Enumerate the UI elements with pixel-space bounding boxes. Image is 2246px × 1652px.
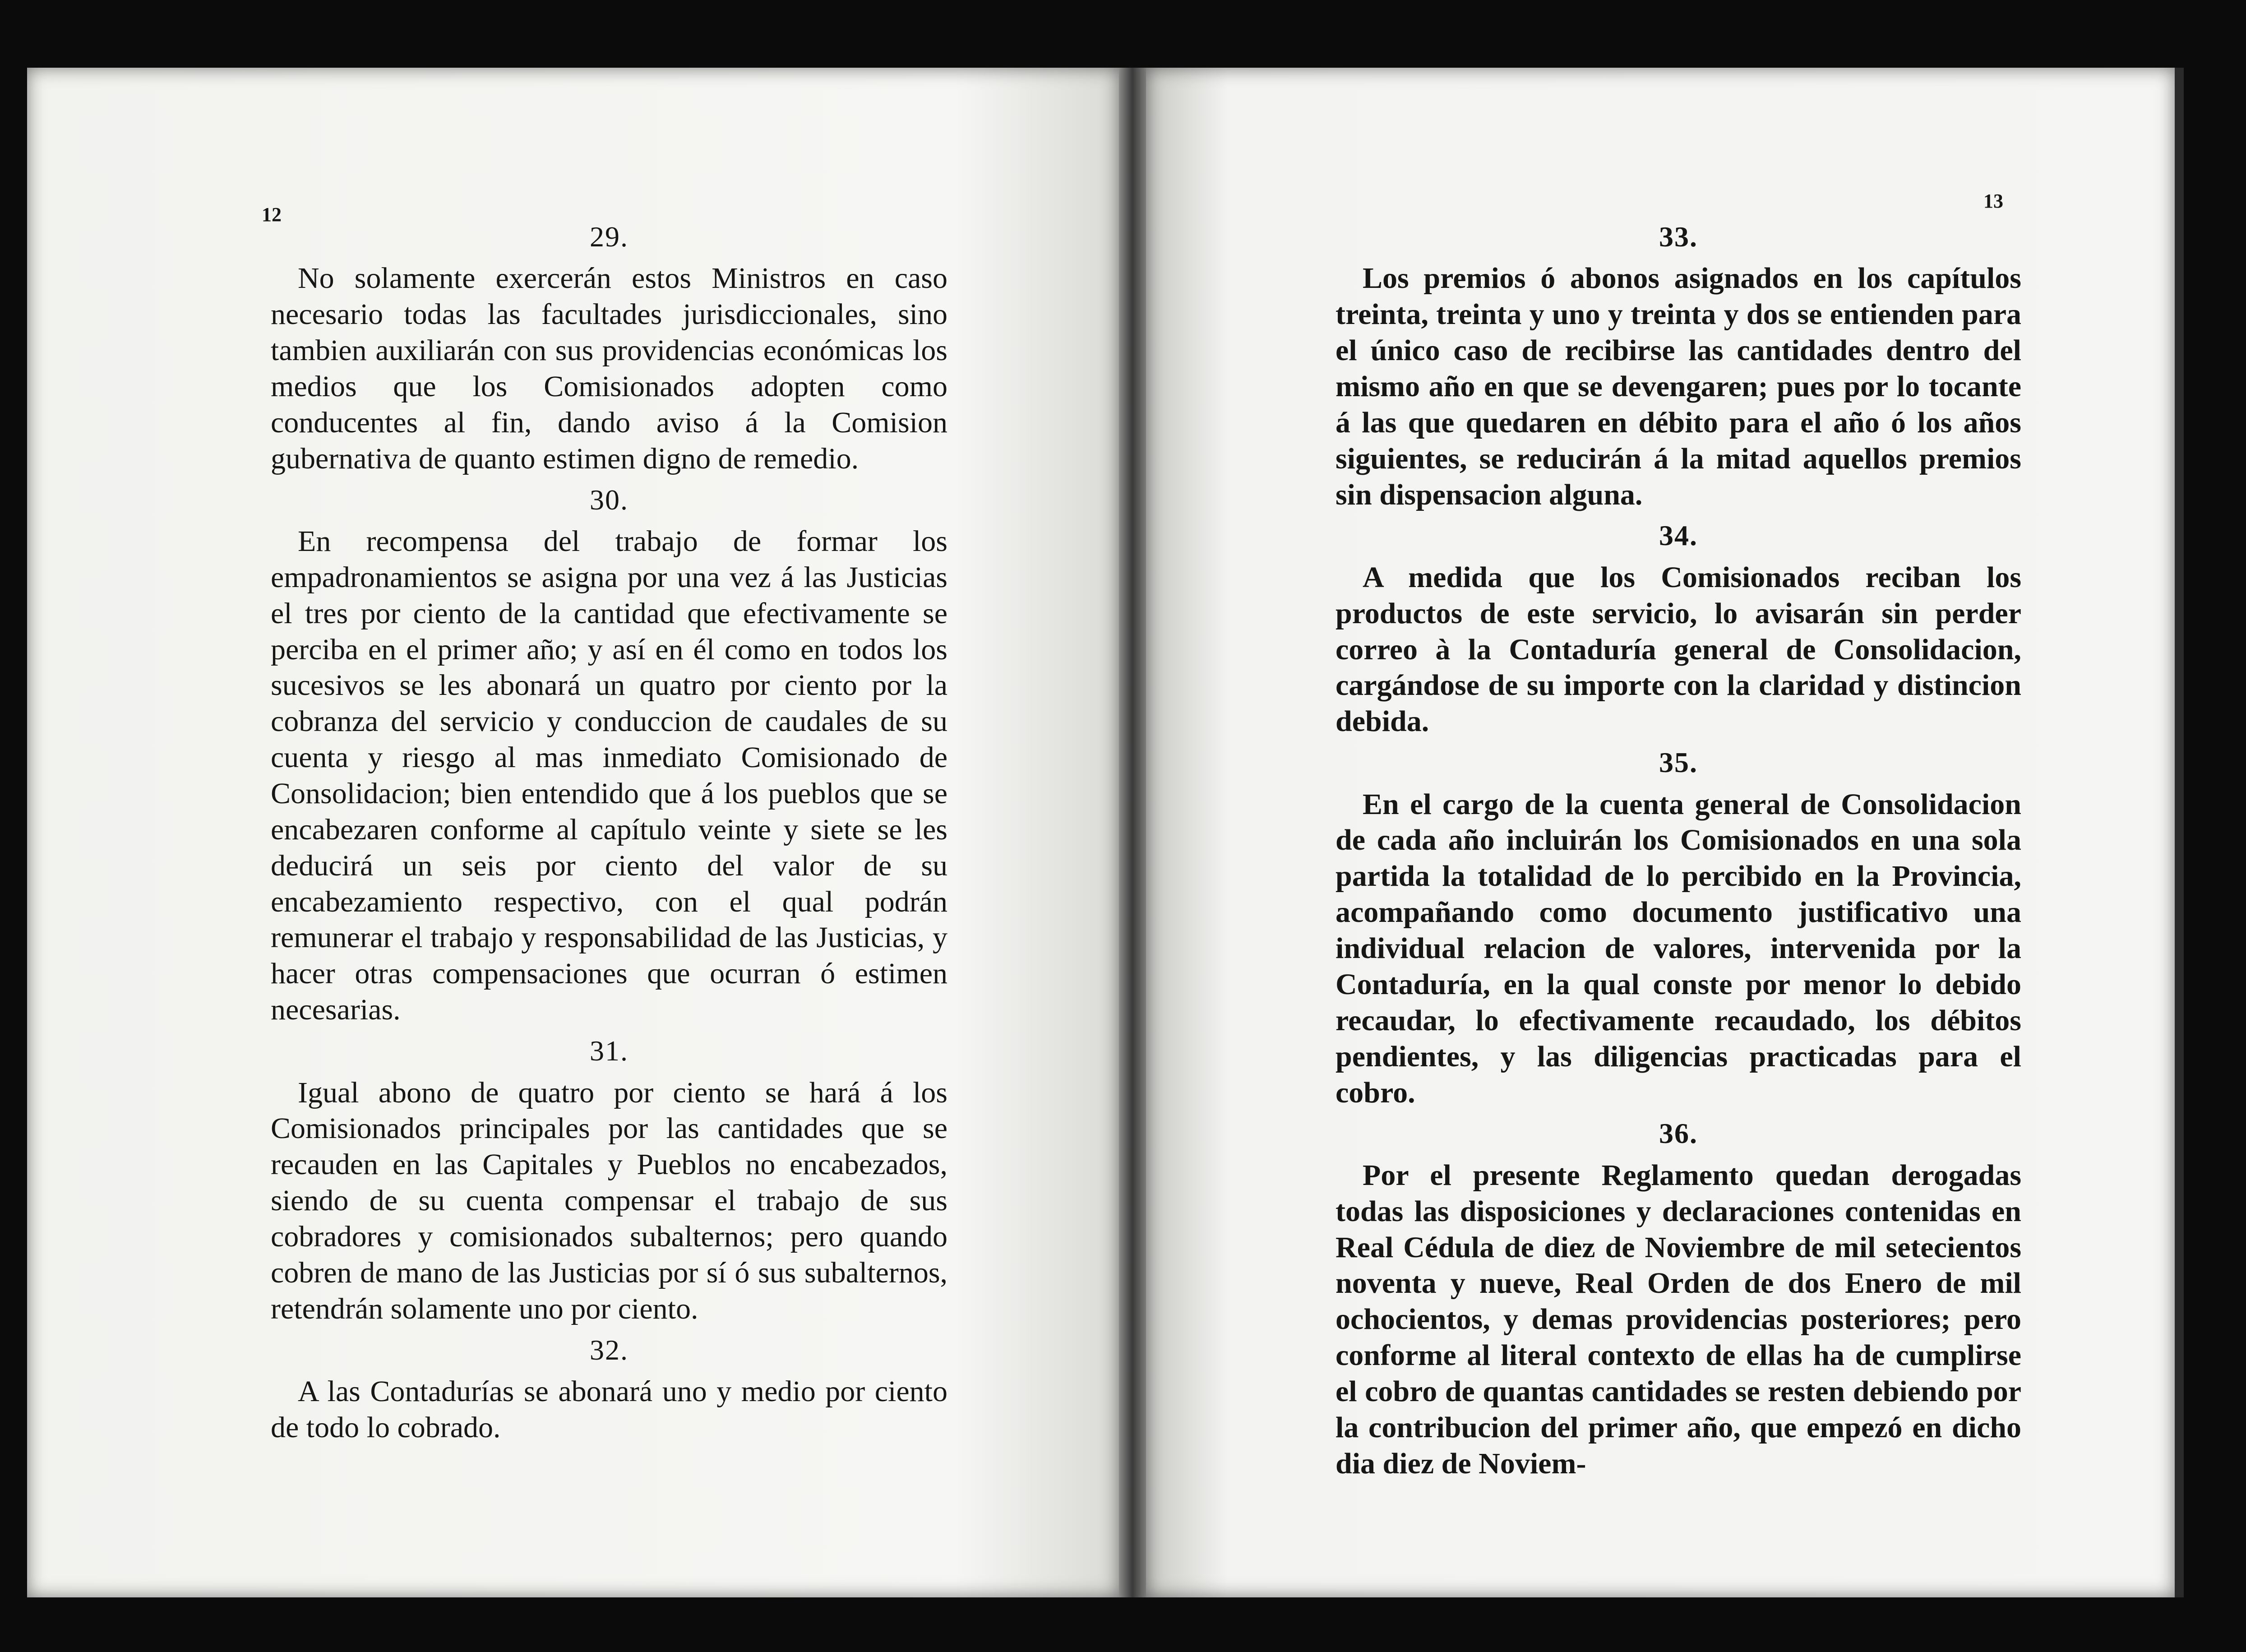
right-text-column [1336,217,2021,1487]
section-text: En el cargo de la cuenta general de Consolidacion de cada año incluirán los Comisionados en una sola partida la totalidad de lo percibido en la Provincia, acompañando como documento justificativo una individual relacion de valores, intervenida por la Contaduría, en la qual conste por menor lo debido recaudar, lo efectivamente recaudado, los débitos pendientes, y las diligencias practicadas para el cobro. [1336,787,2021,1109]
book-spread [27,68,2184,1597]
section-number: 36. [1659,1117,1698,1150]
section-text: A medida que los Comisionados reciban los productos de este servicio, lo avisarán sin perder correo à la Contaduría general de Consolidacion, cargándose de su importe con la claridad y distincion debida. [1336,560,2021,738]
book-gutter [1119,68,1146,1597]
section-text: A las Contadurías se abonará uno y medio por ciento de todo lo cobrado. [271,1374,947,1444]
page-number: 13 [1983,190,2003,212]
left-text-column [271,217,947,1451]
section-number: 30. [590,483,629,516]
page-number: 12 [262,204,282,226]
section-number: 29. [590,221,629,253]
section-text: Por el presente Reglamento quedan derogadas todas las disposiciones y declaraciones contenidas en Real Cédula de diez de Noviembre de mil setecientos noventa y nueve, Real Orden de dos Enero de mil ochocientos, y demas providencias posteriores; pero conforme al literal contexto de ellas ha de cumplirse el cobro de quantas cantidades se resten debiendo por la contribucion del primer año, que empezó en dicho dia diez de Noviem- [1336,1158,2021,1480]
section-number: 35. [1659,746,1698,779]
right-page [1146,68,2175,1597]
section-number: 31. [590,1035,629,1067]
section-text: Los premios ó abonos asignados en los capítulos treinta, treinta y uno y treinta y dos se entienden para el único caso de recibirse las cantidades dentro del mismo año en que se devengaren; pues por lo tocante á las que quedaren en débito para el año ó los años siguientes, se reducirán á la mitad aquellos premios sin dispensacion alguna. [1336,262,2021,511]
section-number: 33. [1659,221,1698,253]
section-text: En recompensa del trabajo de formar los empadronamientos se asigna por una vez á las Justicias el tres por ciento de la cantidad que efectivamente se perciba en el primer año; y así en él como en todos los sucesivos se les abonará un quatro por ciento por la cobranza del servicio y conduccion de caudales de su cuenta y riesgo al mas inmediato Comisionado de Consolidacion; bien entendido que á los pueblos que se encabezaren conforme al capítulo veinte y siete se les deducirá un seis por ciento del valor de su encabezamiento respectivo, con el qual podrán remunerar el trabajo y responsabilidad de las Justicias, y hacer otras compensaciones que ocurran ó estimen necesarias. [271,525,947,1027]
section-number: 32. [590,1333,629,1366]
section-number: 34. [1659,519,1698,552]
section-text: Igual abono de quatro por ciento se hará á los Comisionados principales por las cantidades que se recauden en las Capitales y Pueblos no encabezados, siendo de su cuenta compensar el trabajo de sus cobradores y comisionados subalternos; pero quando cobren de mano de las Justicias por sí ó sus subalternos, retendrán solamente uno por ciento. [271,1076,947,1325]
section-text: No solamente exercerán estos Ministros en caso necesario todas las facultades jurisdiccionales, sino tambien auxiliarán con sus providencias económicas los medios que los Comisionados adopten como conducentes al fin, dando aviso á la Comision gubernativa de quanto estimen digno de remedio. [271,262,947,475]
left-page [27,68,1119,1597]
